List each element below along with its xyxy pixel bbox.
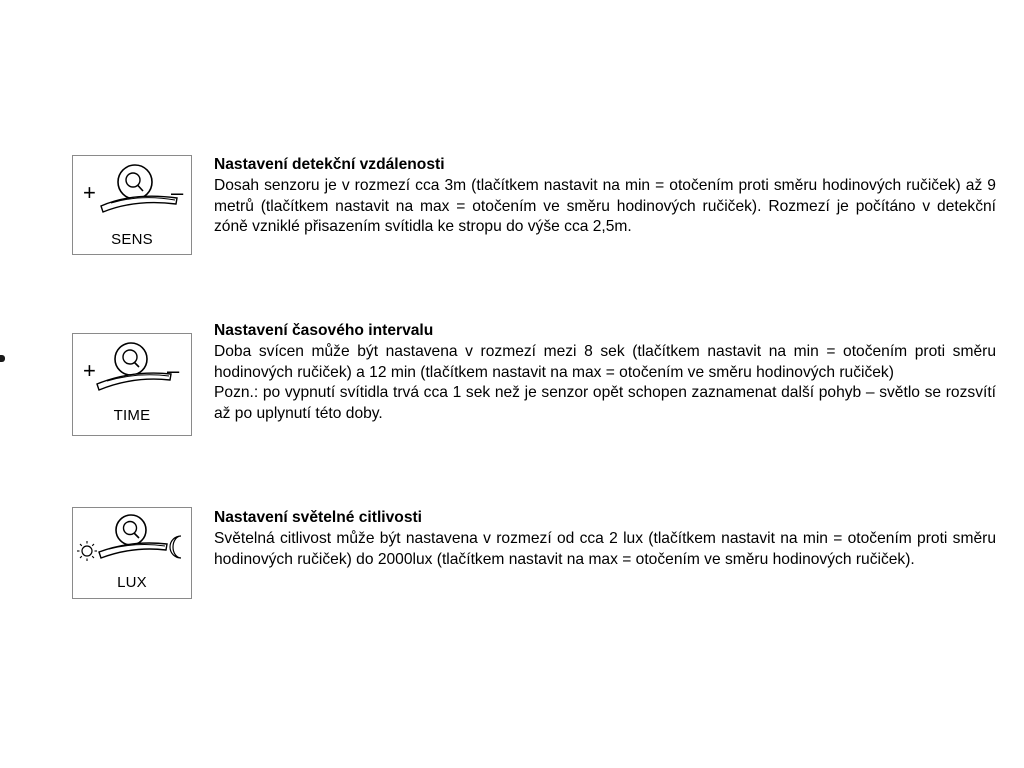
- lux-description: [214, 508, 996, 570]
- lux-icon-label: LUX: [117, 574, 147, 591]
- sun-icon: [77, 541, 97, 561]
- sens-dial-icon-box: [72, 155, 192, 255]
- moon-icon: [170, 536, 181, 558]
- time-icon-label: TIME: [113, 407, 151, 424]
- time-body: Doba svícen může být nastavena v rozmezí mezi 8 sek (tlačítkem nastavit na min = otočením proti směru hodinových ručiček) a 12 min (tlačítkem nastavit na max = otočením ve směru hodinových ručiček): [214, 342, 996, 381]
- minus-icon: –: [167, 358, 180, 383]
- time-note: Pozn.: po vypnutí svítidla trvá cca 1 sek než je senzor opět schopen zaznamenat další pohyb – světlo se rozsvítí až po uplynutí této doby.: [214, 384, 996, 423]
- sens-heading: Nastavení detekční vzdálenosti: [214, 156, 445, 173]
- minus-icon: –: [171, 180, 184, 205]
- time-dial-icon-box: [72, 333, 192, 436]
- sens-body: Dosah senzoru je v rozmezí cca 3m (tlačítkem nastavit na min = otočením proti směru hodinových ručiček) až 9 metrů (tlačítkem nastavit na max = otočením ve směru hodinových ručiček). Rozmezí je počítáno v detekční zóně vzniklé přisazením svítidla ke stropu do výše cca 2,5m.: [214, 176, 996, 236]
- plus-icon: +: [83, 180, 96, 205]
- sens-description: [214, 155, 996, 238]
- plus-icon: +: [83, 358, 96, 383]
- lux-heading: Nastavení světelné citlivosti: [214, 509, 423, 526]
- lux-body: Světelná citlivost může být nastavena v rozmezí od cca 2 lux (tlačítkem nastavit na min = otočením proti směru hodinových ručiček) do 2000lux (tlačítkem nastavit na max = otočením ve směru hodinových ručiček).: [214, 529, 996, 568]
- time-description: [214, 321, 996, 425]
- time-heading: Nastavení časového intervalu: [214, 322, 434, 339]
- lux-dial-icon-box: [72, 507, 192, 599]
- sens-icon-label: SENS: [111, 231, 153, 248]
- page-edge-mark: [0, 355, 5, 362]
